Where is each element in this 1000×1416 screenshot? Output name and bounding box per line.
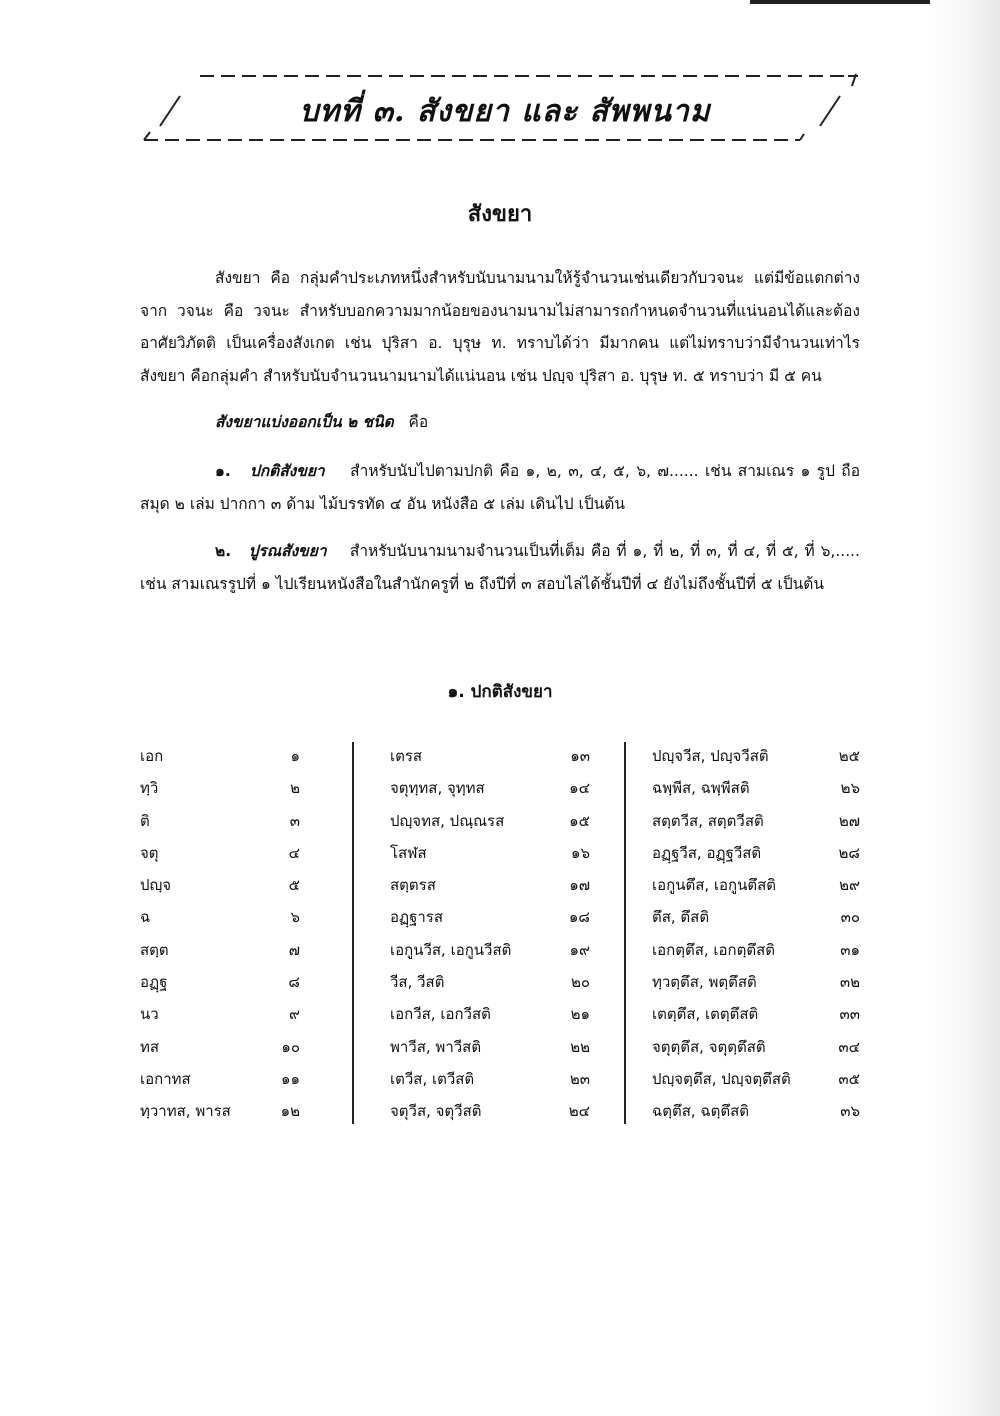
numeral-value: ๑๙	[569, 940, 590, 959]
numeral-row	[140, 1095, 300, 1127]
chapter-title: บทที่ ๓. สังขยา และ สัพพนาม	[299, 94, 711, 129]
numeral-word: ฉตฺตึส, ฉตฺตึสติ	[652, 1102, 749, 1121]
numeral-row	[140, 740, 300, 772]
numeral-word: ฉพฺพีส, ฉพฺพีสติ	[652, 779, 750, 798]
numeral-row	[390, 901, 590, 933]
numeral-word: โสฬส	[390, 843, 427, 862]
numeral-word: ทฺวาทส, พารส	[140, 1102, 231, 1121]
kind-item-term: ปกติสังขยา	[249, 462, 325, 480]
numeral-row	[652, 934, 860, 966]
numeral-word: ปญฺจตฺตึส, ปญฺจตฺตึสติ	[652, 1069, 791, 1088]
numeral-row	[390, 1095, 590, 1127]
numeral-row	[140, 901, 300, 933]
numeral-row	[140, 837, 300, 869]
numeral-value: ๓๐	[840, 908, 860, 927]
numeral-column-2	[390, 740, 590, 1128]
numeral-value: ๒๔	[568, 1102, 590, 1121]
numeral-row	[140, 934, 300, 966]
numeral-row	[652, 772, 860, 804]
numeral-table-title: ๑. ปกติสังขยา	[447, 682, 553, 702]
numeral-word: ติ	[140, 811, 150, 830]
numeral-column-1	[140, 740, 300, 1128]
numeral-row	[140, 998, 300, 1030]
numeral-value: ๒๘	[838, 843, 860, 862]
numeral-row	[652, 1031, 860, 1063]
numeral-row	[390, 966, 590, 998]
numeral-word: อฏฺฐ	[140, 973, 168, 992]
numeral-value: ๑๖	[570, 843, 590, 862]
kind-item-term: ปูรณสังขยา	[248, 542, 327, 560]
numeral-value: ๓๑	[840, 940, 860, 959]
numeral-value: ๓๔	[838, 1037, 860, 1056]
numeral-word: ตึส, ตึสติ	[652, 908, 710, 927]
page-corner-mark	[750, 0, 930, 4]
numeral-value: ๓	[289, 811, 300, 830]
numeral-value: ๑๔	[569, 779, 590, 798]
numeral-word: เอกตฺตึส, เอกตฺตึสติ	[652, 940, 775, 959]
kind-item-1	[140, 455, 860, 520]
numeral-value: ๓๒	[839, 973, 860, 992]
numeral-row	[652, 901, 860, 933]
numeral-row	[390, 998, 590, 1030]
numeral-word: ปญฺจ	[140, 876, 172, 895]
numeral-value: ๘	[288, 973, 300, 992]
chapter-banner	[140, 66, 870, 156]
numeral-row	[390, 934, 590, 966]
numeral-value: ๙	[289, 1005, 300, 1024]
kind-item-2	[140, 535, 860, 600]
numeral-value: ๑๓	[570, 747, 590, 765]
numeral-value: ๒๖	[840, 779, 860, 798]
numeral-word: จตุ	[140, 843, 159, 862]
numeral-word: วีส, วีสติ	[390, 973, 445, 992]
numeral-word: เอกาทส	[140, 1069, 191, 1088]
numeral-word: ปญฺจทส, ปณฺณรส	[390, 811, 505, 830]
numeral-column-3	[652, 740, 860, 1128]
intro-paragraph-text: สังขยา คือ กลุ่มคำประเภทหนึ่งสำหรับนับนามนามให้รู้จำนวนเช่นเดียวกับวจนะ แต่มีข้อแตกต่างจาก วจนะ คือ วจนะ สำหรับบอกความมากน้อยของนามนามไม่สามารถกำหนดจำนวนที่แน่นอนได้และต้องอาศัยวิภัตติ เป็นเครื่องสังเกต เช่น ปุริสา อ. บุรุษ ท. ทราบได้ว่า มีมากคน แต่ไม่ทราบว่ามีจำนวนเท่าไร สังขยา คือกลุ่มคำ สำหรับนับจำนวนนามนามได้แน่นอน เช่น ปญฺจ ปุริสา อ. บุรุษ ท. ๕ ทราบว่า มี ๕ คน	[140, 269, 860, 385]
intro-paragraph	[140, 262, 860, 392]
numeral-word: ทส	[140, 1037, 160, 1056]
numeral-row	[140, 869, 300, 901]
numeral-word: สตฺตรส	[390, 876, 436, 895]
numeral-row	[652, 805, 860, 837]
numeral-value: ๖	[290, 908, 300, 927]
numeral-value: ๑๑	[280, 1069, 300, 1088]
numeral-value: ๒	[290, 779, 300, 798]
numeral-word: เตรส	[390, 747, 423, 765]
numeral-word: จตุทฺทส, จุทฺทส	[390, 779, 485, 798]
kinds-heading-line	[215, 408, 428, 436]
numeral-word: เตวีส, เตวีสติ	[390, 1069, 475, 1088]
numeral-row	[390, 1063, 590, 1095]
numeral-row	[652, 837, 860, 869]
numeral-row	[652, 740, 860, 772]
numeral-row	[652, 966, 860, 998]
numeral-row	[390, 1031, 590, 1063]
numeral-row	[140, 1063, 300, 1095]
kinds-suffix: คือ	[408, 413, 429, 431]
numeral-value: ๑	[290, 747, 300, 765]
numeral-value: ๒๕	[838, 747, 860, 765]
numeral-word: ทฺวตฺตึส, พตฺตึสติ	[652, 973, 757, 992]
numeral-value: ๓๓	[839, 1005, 860, 1024]
kinds-heading: สังขยาแบ่งออกเป็น ๒ ชนิด	[215, 413, 394, 431]
numeral-row	[652, 998, 860, 1030]
kind-item-text: สำหรับนับนามนามจำนวนเป็นที่เต็ม คือ ที่ ๑, ที่ ๒, ที่ ๓, ที่ ๔, ที่ ๕, ที่ ๖,..... เช่น สามเณรรูปที่ ๑ ไปเรียนหนังสือในสำนักครูที่ ๒ ถึงปีที่ ๓ สอบไล่ได้ชั้นปีที่ ๔ ยังไม่ถึงชั้นปีที่ ๕ เป็นต้น	[140, 542, 860, 593]
numeral-row	[390, 869, 590, 901]
numeral-row	[140, 966, 300, 998]
numeral-row	[652, 1063, 860, 1095]
numeral-value: ๒๗	[838, 811, 860, 830]
numeral-value: ๓๕	[838, 1069, 860, 1088]
numeral-word: ทฺวิ	[140, 779, 159, 798]
numeral-word: เตตฺตึส, เตตฺตึสติ	[652, 1005, 759, 1024]
numeral-row	[390, 772, 590, 804]
numeral-value: ๑๘	[568, 908, 590, 927]
kind-item-number: ๒.	[215, 542, 232, 560]
numeral-row	[652, 1095, 860, 1127]
numeral-word: เอกูนวีส, เอกูนวีสติ	[390, 940, 512, 959]
numeral-value: ๒๓	[569, 1069, 590, 1088]
numeral-value: ๑๕	[569, 811, 590, 830]
numeral-value: ๒๙	[839, 876, 860, 895]
column-divider	[352, 742, 354, 1124]
numeral-value: ๑๒	[280, 1102, 300, 1121]
numeral-value: ๒๒	[570, 1037, 590, 1056]
numeral-row	[140, 772, 300, 804]
numeral-word: นว	[140, 1005, 159, 1024]
numeral-row	[390, 805, 590, 837]
numeral-word: จตุตฺตึส, จตุตฺตึสติ	[652, 1037, 766, 1056]
numeral-value: ๔	[288, 843, 300, 862]
numeral-value: ๒๐	[570, 973, 590, 992]
numeral-word: สตฺตวีส, สตฺตวีสติ	[652, 811, 764, 830]
numeral-row	[140, 1031, 300, 1063]
kind-item-number: ๑.	[215, 462, 231, 480]
numeral-row	[140, 805, 300, 837]
numeral-word: ปญฺจวีส, ปญฺจวีสติ	[652, 747, 769, 765]
numeral-value: ๑๐	[281, 1037, 300, 1056]
numeral-word: อฏฺฐวีส, อฏฺฐวีสติ	[652, 843, 762, 862]
numeral-value: ๗	[288, 940, 300, 959]
numeral-row	[652, 869, 860, 901]
numeral-word: เอกวีส, เอกวีสติ	[390, 1005, 491, 1024]
kind-item-text: สำหรับนับไปตามปกติ คือ ๑, ๒, ๓, ๔, ๕, ๖, ๗...... เช่น สามเณร ๑ รูป ถือ สมุด ๒ เล่ม ปากกา ๓ ด้าม ไม้บรรทัด ๔ อัน หนังสือ ๕ เล่ม เดินไป เป็นต้น	[140, 462, 860, 513]
numeral-word: ฉ	[140, 908, 151, 927]
numeral-row	[390, 837, 590, 869]
numeral-word: สตฺต	[140, 940, 169, 959]
numeral-word: พาวีส, พาวีสติ	[390, 1037, 482, 1056]
column-divider	[624, 742, 626, 1124]
numeral-value: ๑๗	[569, 876, 590, 895]
numeral-value: ๓๖	[840, 1102, 860, 1121]
numeral-word: อฏฺฐารส	[390, 908, 443, 927]
numeral-value: ๒๑	[570, 1005, 590, 1024]
numeral-word: เอกูนตึส, เอกูนตึสติ	[652, 876, 777, 895]
numeral-word: เอก	[140, 747, 164, 765]
section-title: สังขยา	[467, 202, 533, 227]
numeral-row	[390, 740, 590, 772]
numeral-word: จตุวีส, จตุวีสติ	[390, 1102, 482, 1121]
numeral-value: ๕	[288, 876, 300, 895]
